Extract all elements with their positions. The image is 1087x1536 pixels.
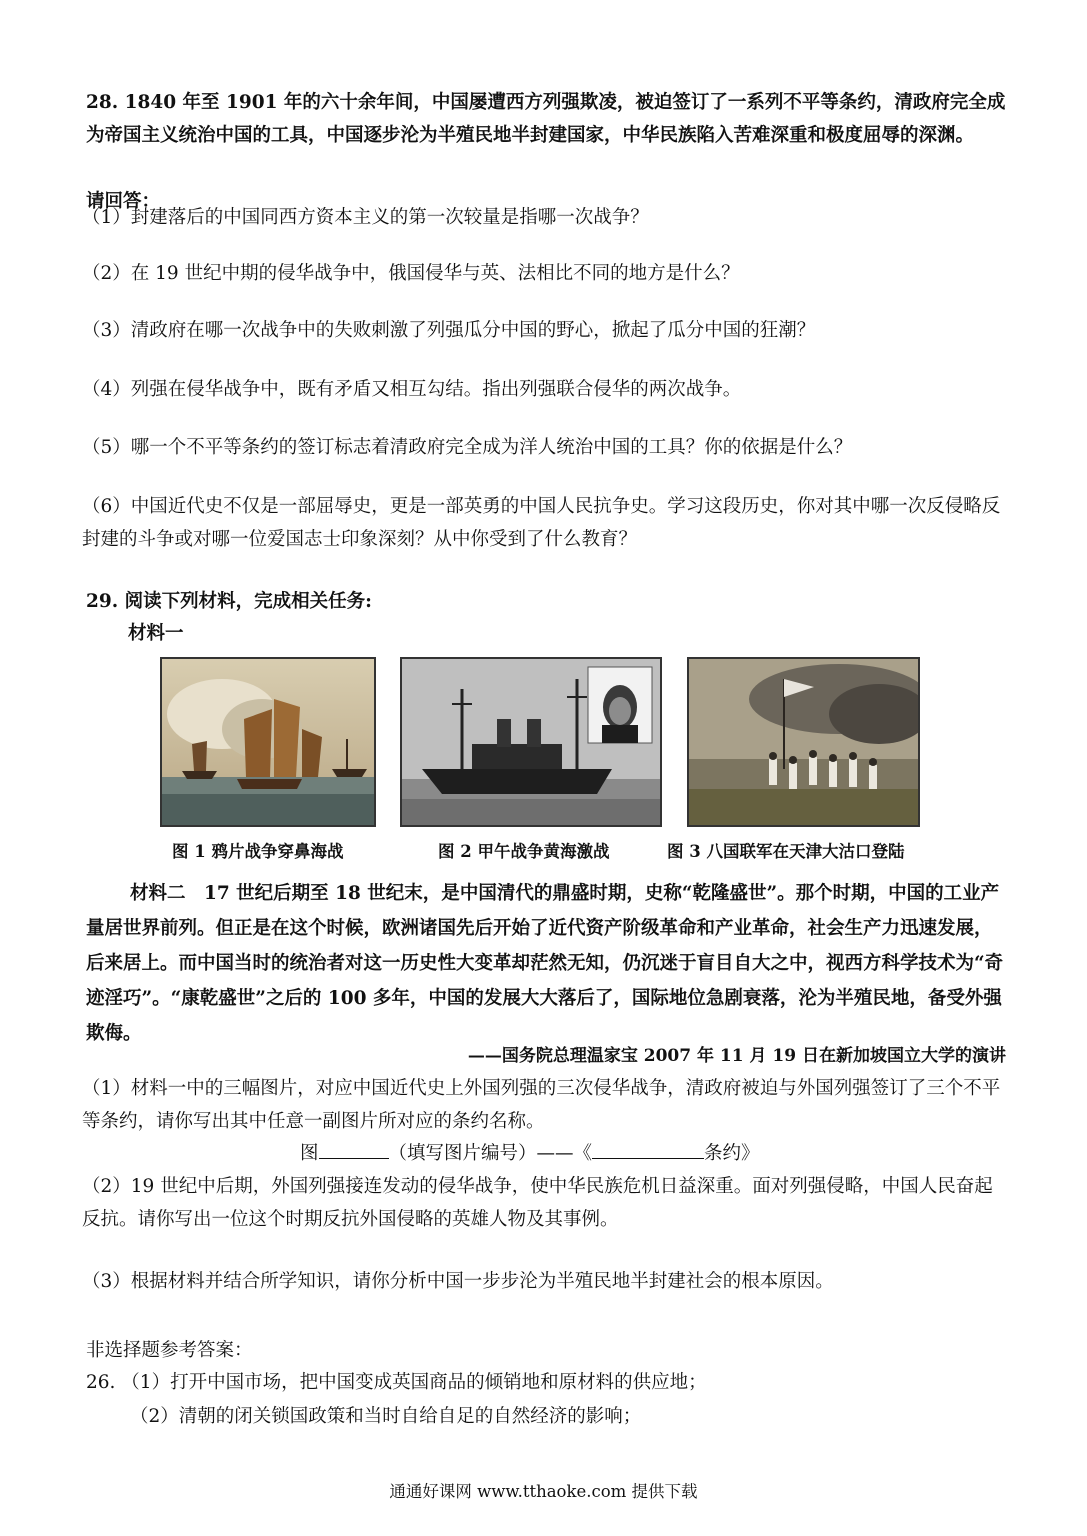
picture-2-sino-japanese-war	[400, 657, 662, 827]
picture-3-eight-nation-alliance	[687, 657, 920, 827]
treaty-name-blank[interactable]	[592, 1136, 704, 1159]
q29-title: 29. 阅读下列材料，完成相关任务:	[86, 591, 372, 612]
q28-item-4: （4）列强在侵华战争中，既有矛盾又相互勾结。指出列强联合侵华的两次战争。	[82, 379, 742, 400]
q28-item-3: （3）清政府在哪一次战争中的失败刺激了列强瓜分中国的野心，掀起了瓜分中国的狂潮？	[82, 320, 816, 341]
material2-source: ——国务院总理温家宝 2007 年 11 月 19 日在新加坡国立大学的演讲	[467, 1046, 1006, 1066]
material2-text: 材料二 17 世纪后期至 18 世纪末，是中国清代的鼎盛时期，史称“乾隆盛世”。那个时期，中国的工业产量居世界前列。但正是在这个时候，欧洲诸国先后开始了近代资产阶级革命和产业革命，社会生产力迅速发展，后来居上。而中国当时的统治者对这一历史性大变革却茫然无知，仍沉迷于盲目自大之中，视西方科学技术为“奇迹淫巧”。“康乾盛世”之后的 100 多年，中国的发展大大落后了，国际地位急剧衰落，沦为半殖民地，备受外强欺侮。	[86, 883, 1004, 1044]
sea-battle-illustration	[162, 659, 374, 825]
fill-label-end: 条约》	[704, 1143, 760, 1164]
page-footer: 通通好课网 www.tthaoke.com 提供下载	[389, 1482, 698, 1501]
q28-intro: 28. 1840 年至 1901 年的六十余年间，中国屡遭西方列强欺凌，被迫签订了一系列不平等条约，清政府完全成为帝国主义统治中国的工具，中国逐步沦为半殖民地半封建国家，中华民族陷入苦难深重和极度屈辱的深渊。	[86, 92, 1006, 146]
caption-figure-2: 图 2 甲午战争黄海激战	[438, 842, 610, 861]
material1-label: 材料一	[128, 623, 184, 644]
q29-item-3: （3）根据材料并结合所学知识，请你分析中国一步步沦为半殖民地半封建社会的根本原因。	[82, 1271, 834, 1292]
fill-in-line	[300, 1136, 860, 1170]
warship-photo	[402, 659, 660, 825]
q28-item-6: （6）中国近代史不仅是一部屈辱史，更是一部英勇的中国人民抗争史。学习这段历史，你对其中哪一次反侵略反封建的斗争或对哪一位爱国志士印象深刻？从中你受到了什么教育？	[82, 496, 1001, 550]
q29-item-2: （2）19 世纪中后期，外国列强接连发动的侵华战争，使中华民族危机日益深重。面对列强侵略，中国人民奋起反抗。请你写出一位这个时期反抗外国侵略的英雄人物及其事例。	[82, 1176, 993, 1230]
figure-number-blank[interactable]	[319, 1136, 389, 1159]
q29-item-1: （1）材料一中的三幅图片，对应中国近代史上外国列强的三次侵华战争，清政府被迫与外国列强签订了三个不平等条约，请你写出其中任意一副图片所对应的条约名称。	[82, 1078, 1001, 1132]
q28-item-5: （5）哪一个不平等条约的签订标志着清政府完全成为洋人统治中国的工具？你的依据是什么？	[82, 437, 853, 458]
q28-prompt: 请回答：	[86, 191, 161, 212]
answers-heading: 非选择题参考答案：	[86, 1340, 253, 1361]
landing-illustration	[689, 659, 918, 825]
caption-figure-1: 图 1 鸦片战争穿鼻海战	[172, 842, 344, 861]
picture-1-opium-war	[160, 657, 376, 827]
fill-label-figure: 图	[300, 1143, 319, 1164]
answer-26-1: 26. （1）打开中国市场，把中国变成英国商品的倾销地和原材料的供应地；	[86, 1372, 707, 1393]
q28-item-1: （1）封建落后的中国同西方资本主义的第一次较量是指哪一次战争？	[82, 207, 649, 228]
answer-26-2: （2）清朝的闭关锁国政策和当时自给自足的自然经济的影响；	[130, 1406, 642, 1427]
caption-figure-3: 图 3 八国联军在天津大沽口登陆	[667, 842, 905, 861]
fill-label-middle: （填写图片编号）——《	[388, 1143, 593, 1164]
q28-item-2: （2）在 19 世纪中期的侵华战争中，俄国侵华与英、法相比不同的地方是什么？	[82, 263, 740, 284]
